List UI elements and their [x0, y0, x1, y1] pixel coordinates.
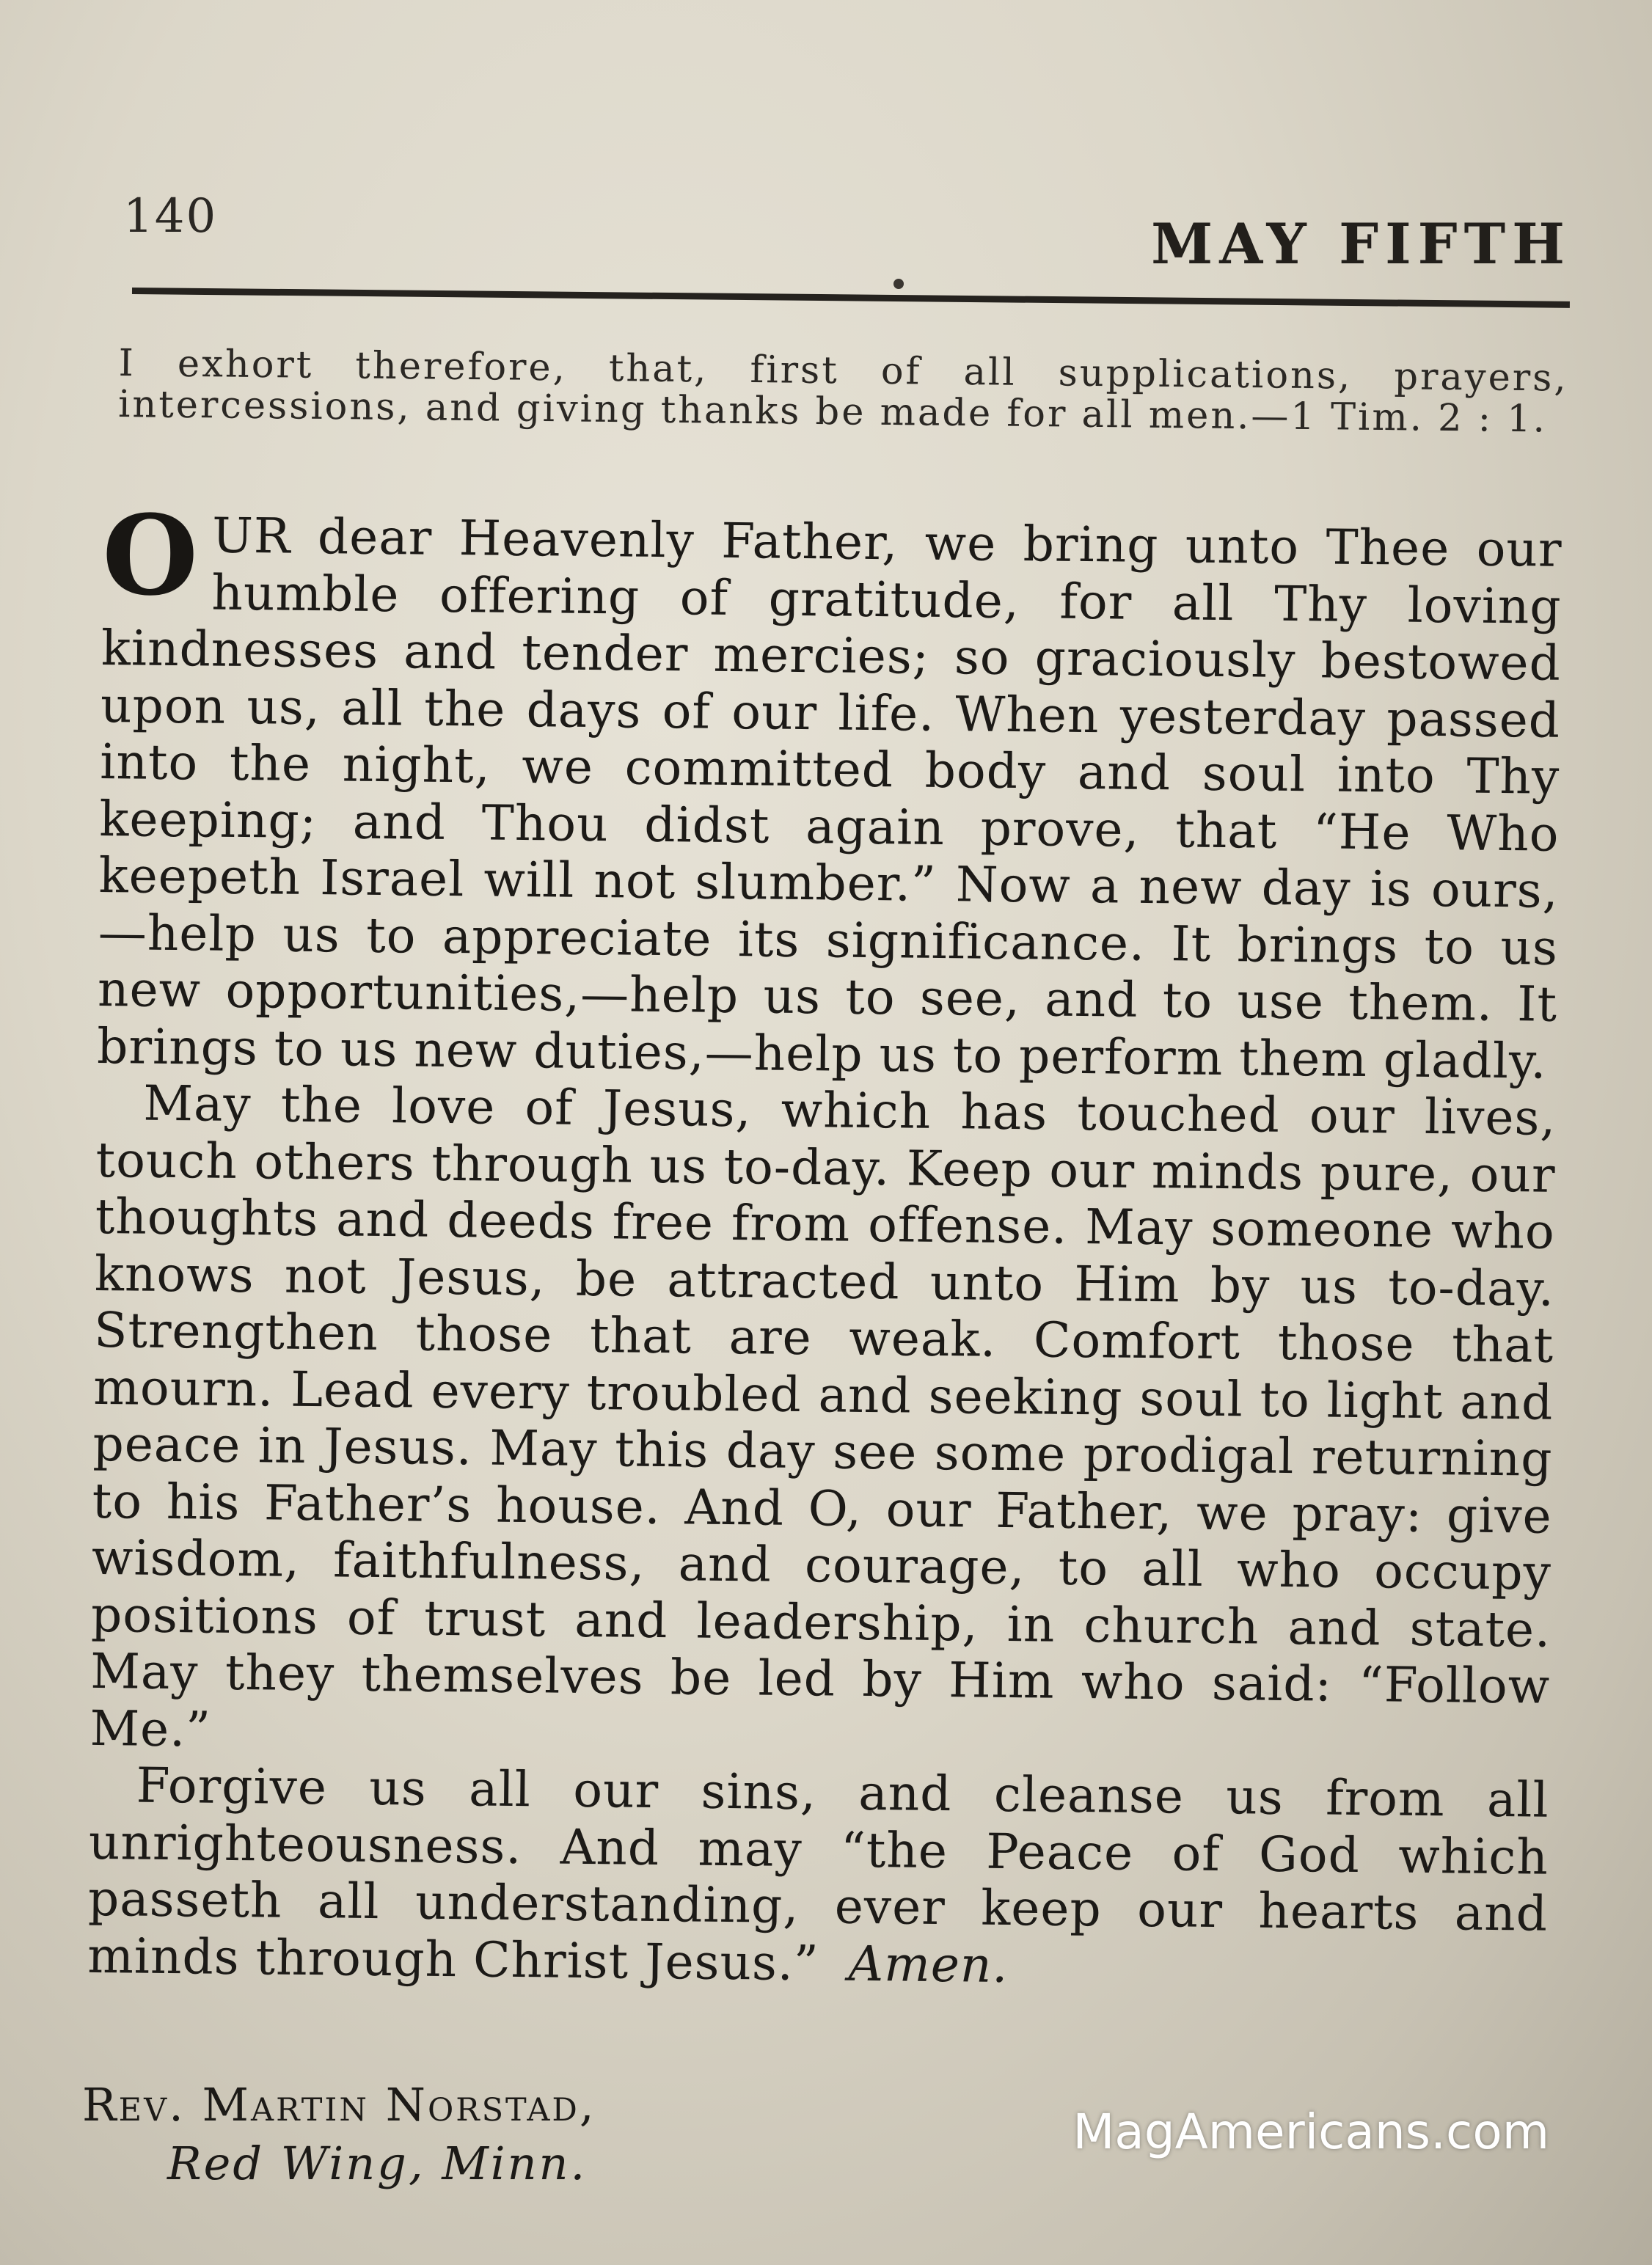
opening-caps: UR — [211, 507, 291, 565]
paragraph-3-text: Forgive us all our sins, and cleanse us from all unrighteousness. And may “the Peace of God which passeth all understanding, ever keep our hearts and minds through Christ Jesus.” — [87, 1757, 1550, 1991]
paragraph-1-text: dear Heavenly Father, we bring unto Thee our humble offering of gratitude, for all Thy loving kindnesses and tender mercies; so graciously bestowed upon us, all the days of our life. When yesterday passed into the night, we committed body and soul into Thy keeping; and Thou didst again prove, that “He Who keepeth Israel will not slumber.” Now a new day is ours,—help us to appreciate its significance. It brings to us new opportunities,—help us to see, and to use them. It brings to us new duties,—help us to perform them gladly. — [96, 508, 1563, 1090]
page-number: 140 — [123, 189, 218, 244]
prayer-body — [87, 491, 1563, 1999]
running-head: MAY FIFTH — [1151, 211, 1571, 277]
author-place: Red Wing, Minn. — [167, 2137, 588, 2190]
author-name: Rev. Martin Norstad, — [82, 2078, 596, 2132]
drop-cap: O — [101, 491, 200, 621]
rule-ornament — [893, 279, 904, 289]
site-watermark: MagAmericans.com — [1072, 2104, 1549, 2160]
author-signature — [82, 2076, 596, 2193]
prayer-paragraph-2: May the love of Jesus, which has touched our lives, touch others through us to-day. Keep our minds pure, our thoughts and deeds free from offense. May someone who knows not Jesus, be attracted unto Him by us to-day. Strengthen those that are weak. Comfort those that mourn. Lead every troubled and seeking soul to light and peace in Jesus. May this day see some prodigal returning to his Father’s house. And O, our Father, we pray: give wisdom, faithfulness, and courage, to all who occupy positions of trust and leadership, in church and state. May they themselves be led by Him who said: “Follow Me.” — [89, 1075, 1557, 1758]
amen: Amen. — [848, 1935, 1009, 1994]
scripture-epigraph: I exhort therefore, that, first of all supplications, prayers, intercessions, and giving thanks be made for all men.—1 Tim. 2 : 1. — [117, 342, 1568, 442]
header-rule — [132, 288, 1570, 308]
prayer-paragraph-1 — [96, 491, 1563, 1090]
prayer-paragraph-3 — [87, 1757, 1549, 1999]
